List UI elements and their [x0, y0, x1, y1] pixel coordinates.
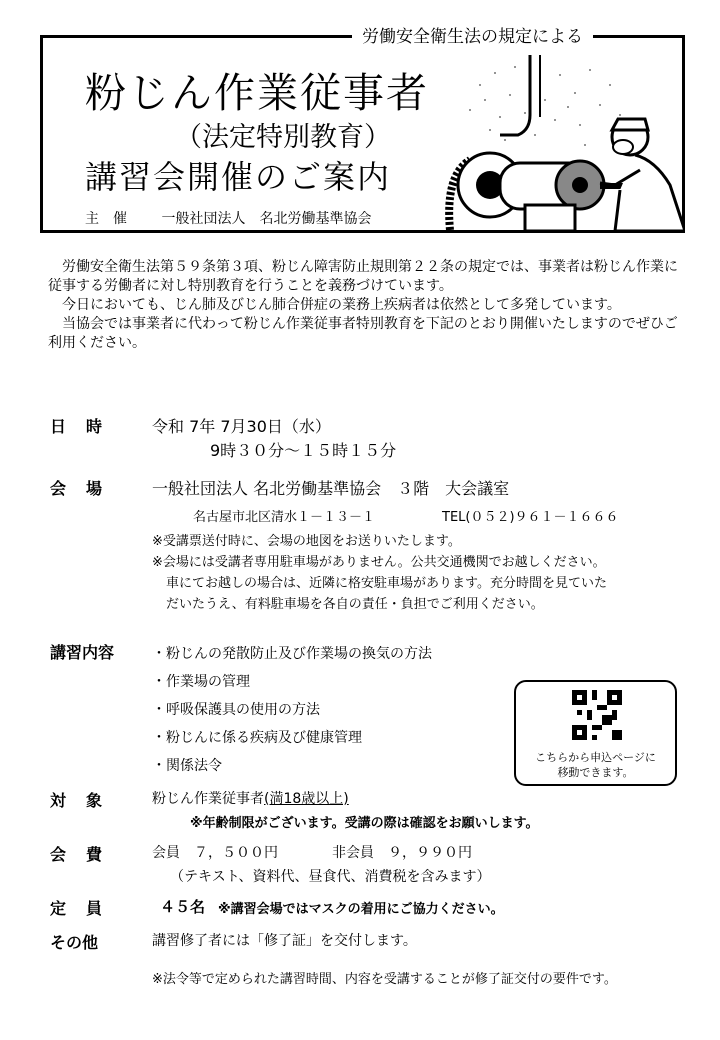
target-text [152, 788, 349, 808]
list-item: ・関係法令 [152, 758, 222, 774]
other-text: 講習修了者には「修了証」を交付します。 [152, 933, 417, 949]
venue-note-4: だいたうえ、有料駐車場を各自の責任・負担でご利用ください。 [166, 597, 544, 612]
qr-caption-line-2: 移動できます。 [557, 766, 634, 779]
grinder-worker-illustration [440, 55, 685, 231]
venue-note-1: ※受講票送付時に、会場の地図をお送りいたします。 [152, 534, 461, 549]
intro-paragraph-1: 労働安全衛生法第５９条第３項、粉じん障害防止規則第２２条の規定では、事業者は粉じん作業に従事する労働者に対し特別教育を行うことを義務づけています。 [48, 259, 678, 294]
intro-paragraph-2: 今日においても、じん肺及びじん肺合併症の業務上疾病者は依然として多発しています。 [62, 297, 621, 313]
target-note: ※年齢制限がございます。受講の際は確認をお願いします。 [190, 816, 539, 831]
venue-tel: TEL(０５２)９６１－１６６６ [442, 510, 619, 525]
list-item: ・粉じんの発散防止及び作業場の換気の方法 [152, 646, 432, 662]
list-item: ・呼吸保護具の使用の方法 [152, 702, 320, 718]
sponsor-name: 一般社団法人 名北労働基準協会 [161, 211, 372, 227]
fee-label: 会 費 [50, 845, 105, 864]
fee-includes: （テキスト、資料代、昼食代、消費税を含みます） [170, 869, 491, 885]
title-sub: （法定特別教育） [175, 122, 391, 153]
fee-member: 会員 ７，５００円 [152, 845, 278, 861]
fee-nonmember: 非会員 ９，９９０円 [332, 845, 472, 861]
law-tag: 労働安全衛生法の規定による [352, 22, 593, 47]
sponsor [85, 208, 401, 228]
target-desc: 粉じん作業従事者 [152, 791, 264, 807]
venue-name: 一般社団法人 名北労働基準協会 ３階 大会議室 [152, 479, 510, 498]
sponsor-label: 主 催 [85, 211, 127, 227]
qr-caption [516, 750, 675, 780]
target-label: 対 象 [50, 791, 105, 810]
intro-paragraph-3: 当協会では事業者に代わって粉じん作業従事者特別教育を下記のとおり開催いたしますのでぜひご利用ください。 [48, 316, 678, 351]
venue-notes [152, 531, 607, 615]
venue-note-3: 車にてお越しの場合は、近隣に格安駐車場があります。充分時間を見ていた [166, 576, 607, 591]
footer-note: ※法令等で定められた講習時間、内容を受講することが修了証交付の要件です。 [152, 972, 617, 987]
intro-text [48, 258, 678, 353]
content-list [152, 640, 432, 780]
other-label: その他 [50, 933, 99, 952]
target-age: (満18歳以上) [264, 791, 349, 807]
list-item: ・作業場の管理 [152, 674, 250, 690]
qr-code-icon[interactable] [572, 690, 622, 740]
title-event: 講習会開催のご案内 [85, 158, 392, 196]
venue-note-2: ※会場には受講者専用駐車場がありません。公共交通機関でお越しください。 [152, 555, 606, 570]
list-item: ・粉じんに係る疾病及び健康管理 [152, 730, 362, 746]
content-label: 講習内容 [50, 643, 115, 662]
venue-address: 名古屋市北区清水１－１３－１ [193, 510, 376, 525]
qr-box[interactable] [514, 680, 677, 786]
capacity-label: 定 員 [50, 899, 105, 918]
capacity-note: ※講習会場ではマスクの着用にご協力ください。 [218, 902, 504, 917]
datetime-label: 日 時 [50, 417, 105, 436]
qr-caption-line-1: こちらから申込ページに [535, 751, 656, 764]
page-title: 粉じん作業従事者 [85, 69, 429, 117]
venue-label: 会 場 [50, 479, 105, 498]
event-date: 令和 7年 7月30日（水） [152, 417, 331, 436]
capacity-value: ４５名 [160, 898, 206, 916]
event-time: 9時３０分～１５時１５分 [210, 441, 397, 460]
